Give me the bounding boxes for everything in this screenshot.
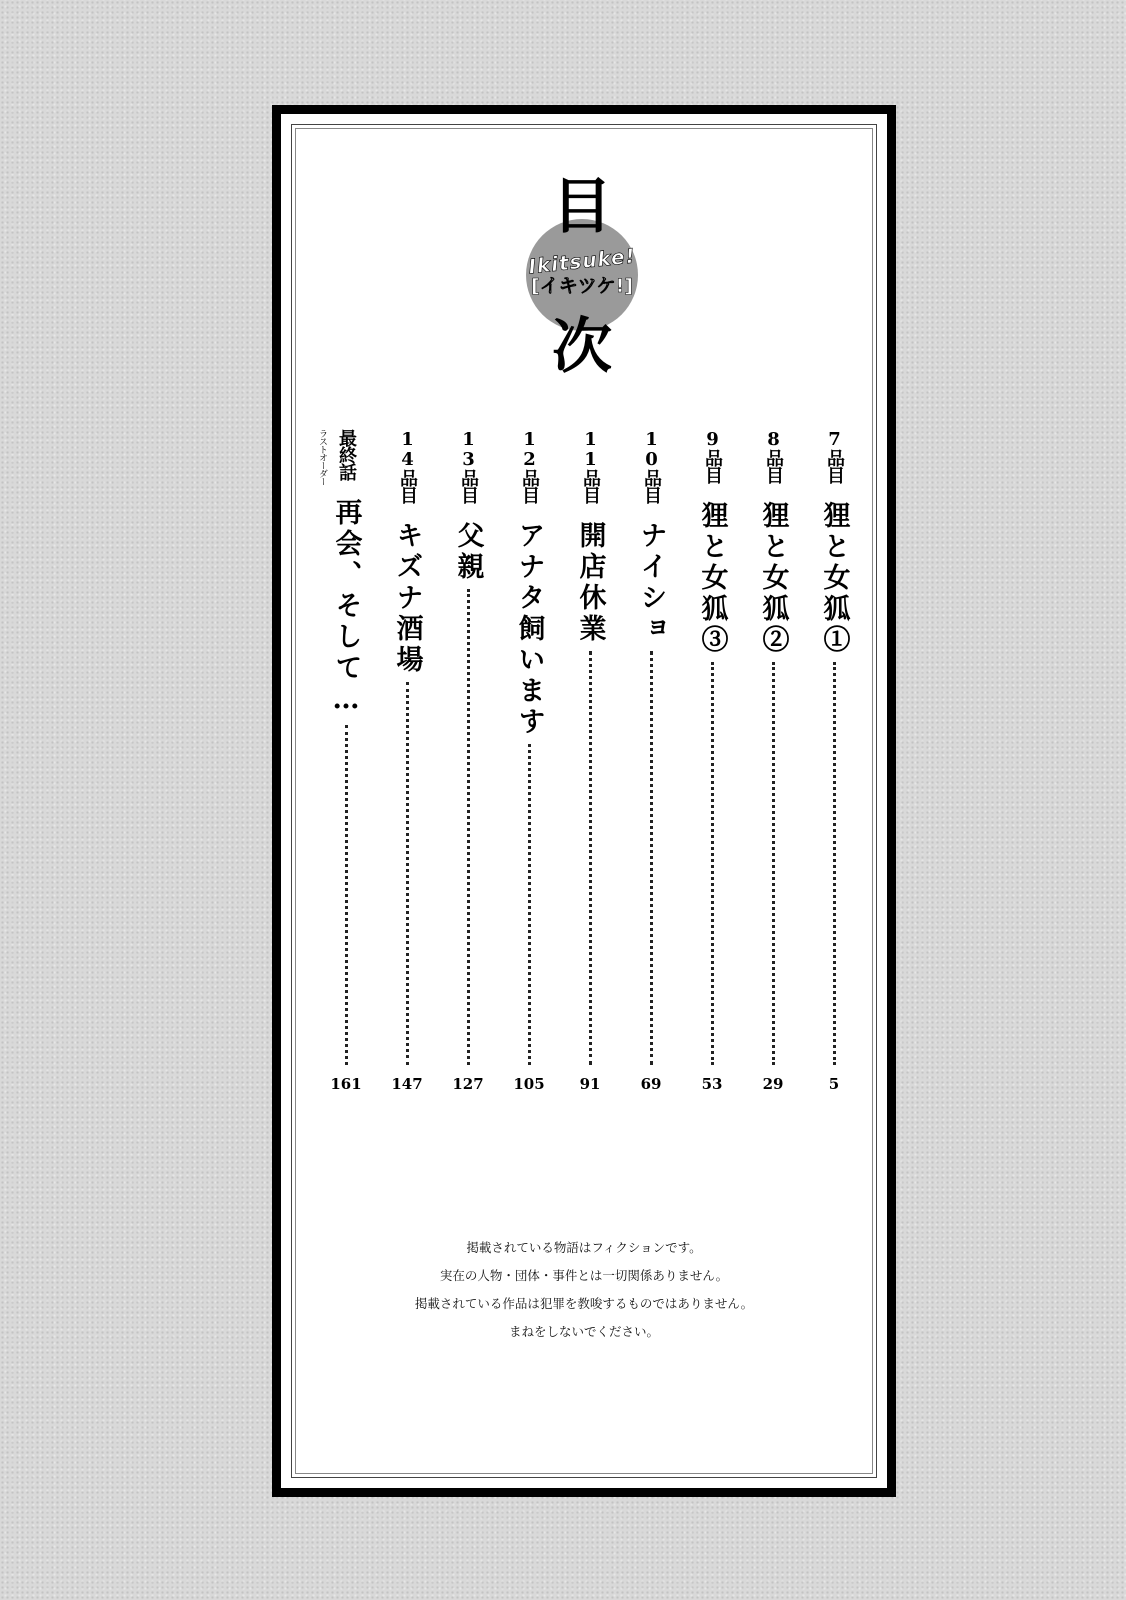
episode-label: 11品目 [580,429,601,503]
page-number: 69 [640,1075,662,1093]
logo-roman: Ikitsuke! [527,243,637,279]
episode-title: 父親 [452,521,484,583]
episode-label: 10品目 [641,429,662,503]
frame-border [291,124,877,1478]
episode-title: 再会、そして… [330,498,362,719]
episode-label: 最終話 [336,429,357,480]
episode-title: 開店休業 [574,521,606,645]
title-bottom-char: 次 [552,312,612,382]
toc-entry[interactable] [695,429,729,1109]
page-number: 91 [579,1075,601,1093]
page-number: 161 [330,1075,362,1093]
leader-dots [467,589,470,1065]
leader-dots [345,725,348,1065]
leader-dots [711,662,714,1065]
frame-border-inner [295,128,873,1474]
page-number: 105 [513,1075,545,1093]
page-number: 127 [452,1075,484,1093]
episode-ruby: ラストオーダー [317,429,327,485]
episode-title: 狸と女狐② [757,501,789,656]
toc-entry-final[interactable] [317,429,363,1109]
disclaimer-line: 掲載されている物語はフィクションです。 [466,1240,702,1255]
toc-frame [272,105,896,1497]
page-number: 147 [391,1075,423,1093]
episode-title: アナタ飼います [513,521,545,738]
episode-label: 8品目 [763,429,784,483]
episode-label: 7品目 [824,429,845,483]
episode-label: 14品目 [397,429,418,503]
leader-dots [650,651,653,1065]
toc-entry[interactable] [817,429,851,1109]
toc-entry[interactable] [573,429,607,1109]
episode-title: 狸と女狐① [818,501,850,656]
toc-entry[interactable] [512,429,546,1109]
title-top-char: 目 [552,172,612,242]
toc-entry[interactable] [451,429,485,1109]
leader-dots [589,651,592,1065]
episode-label: 9品目 [702,429,723,483]
leader-dots [406,682,409,1065]
page-number: 53 [701,1075,723,1093]
page-number: 29 [762,1075,784,1093]
disclaimer-line: 実在の人物・団体・事件とは一切関係ありません。 [439,1268,729,1283]
page-number: 5 [828,1075,840,1093]
episode-title: ナイショ [635,521,667,645]
leader-dots [772,662,775,1065]
disclaimer [296,1234,872,1346]
toc-entry[interactable] [756,429,790,1109]
disclaimer-line: 掲載されている作品は犯罪を教唆するものではありません。 [414,1296,754,1311]
logo-kana: [イキツケ!] [531,275,633,297]
episode-title: キズナ酒場 [391,521,423,676]
disclaimer-line: まねをしないでください。 [508,1324,659,1339]
leader-dots [833,662,836,1065]
episode-label: 13品目 [458,429,479,503]
toc-list [317,429,850,1109]
leader-dots [528,744,531,1065]
toc-entry[interactable] [390,429,424,1109]
toc-entry[interactable] [634,429,668,1109]
episode-label: 12品目 [519,429,540,503]
episode-title: 狸と女狐③ [696,501,728,656]
